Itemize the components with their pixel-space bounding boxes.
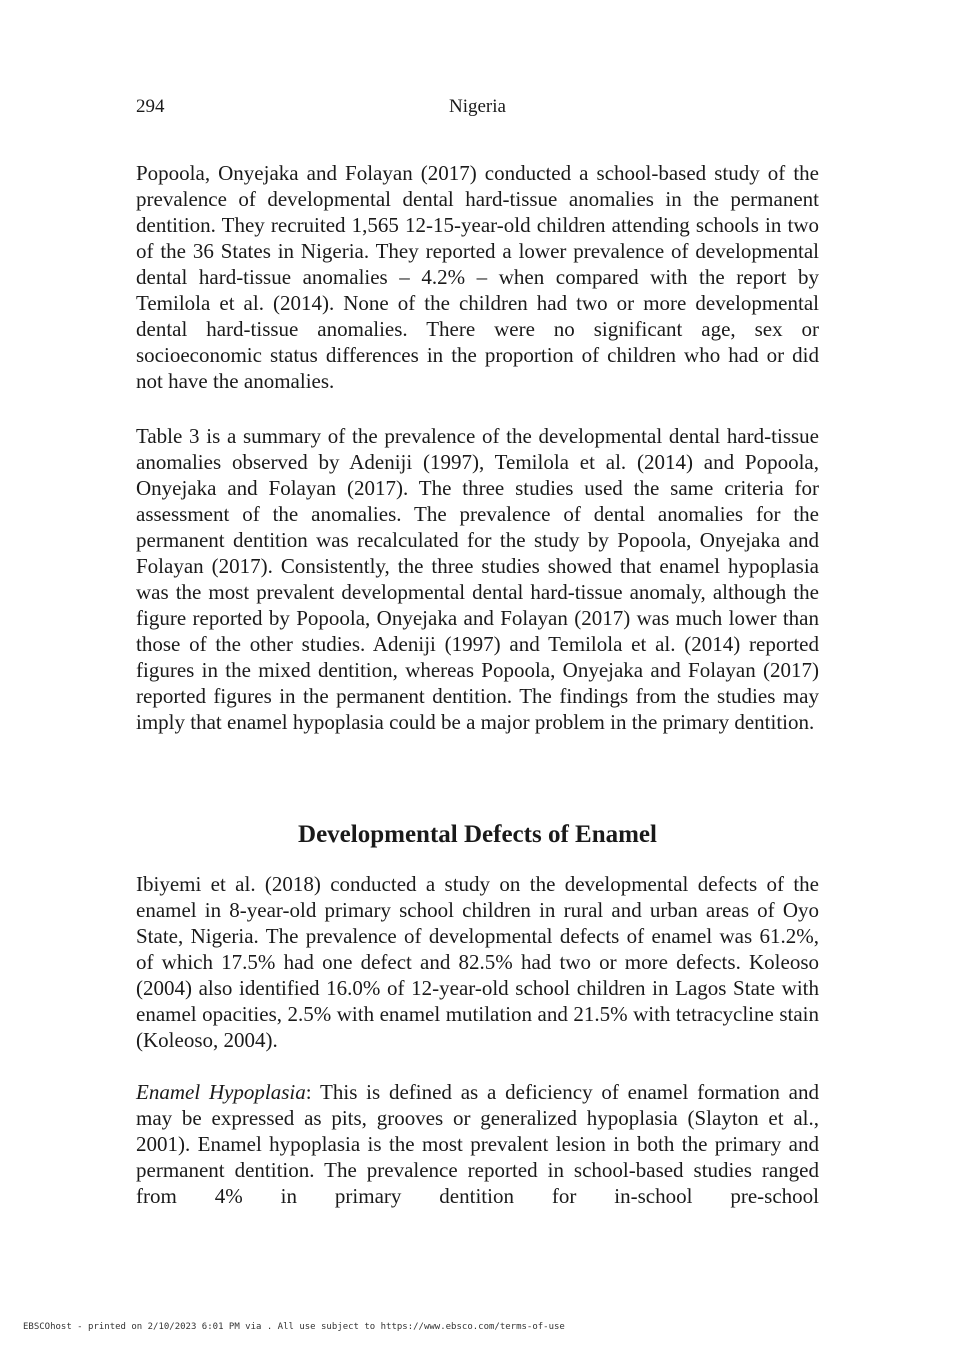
body-paragraph-block: [136, 160, 819, 394]
paragraph: Popoola, Onyejaka and Folayan (2017) conducted a school-based study of the prevalence of developmental dental hard-tissue anomalies in the permanent dentition. They recruited 1,565 12-15-year-old children attending schools in two of the 36 States in Nigeria. They reported a lower prevalence of developmental dental hard-tissue anomalies – 4.2% – when compared with the report by Temilola et al. (2014). None of the children had two or more developmental dental hard-tissue anomalies. There were no significant age, sex or socioeconomic status differences in the proportion of children who had or did not have the anomalies.: [136, 161, 819, 393]
paragraph: Ibiyemi et al. (2018) conducted a study on the developmental defects of the enamel in 8-year-old primary school children in rural and urban areas of Oyo State, Nigeria. The prevalence of developmental defects of enamel was 61.2%, of which 17.5% had one defect and 82.5% had two or more defects. Koleoso (2004) also identified 16.0% of 12-year-old school children in Lagos State with enamel opacities, 2.5% with enamel mutilation and 21.5% with tetracycline stain (Koleoso, 2004).: [136, 872, 819, 1052]
body-paragraph-block: [136, 1079, 819, 1209]
running-title: Nigeria: [449, 96, 506, 117]
paragraph: Table 3 is a summary of the prevalence of the developmental dental hard-tissue anomalies observed by Adeniji (1997), Temilola et al. (2014) and Popoola, Onyejaka and Folayan (2017). The three studies used the same criteria for assessment of the anomalies. The prevalence of dental anomalies for the permanent dentition was recalculated for the study by Popoola, Onyejaka and Folayan (2017). Consistently, the three studies showed that enamel hypoplasia was the most prevalent developmental dental hard-tissue anomaly, although the figure reported by Popoola, Onyejaka and Folayan (2017) was much lower than those of the other studies. Adeniji (1997) and Temilola et al. (2014) reported figures in the mixed dentition, whereas Popoola, Onyejaka and Folayan (2017) reported figures in the permanent dentition. The findings from the studies may imply that enamel hypoplasia could be a major problem in the primary dentition.: [136, 424, 819, 734]
paragraph-text: : This is defined as a deficiency of enamel formation and may be expressed as pits, grooves or generalized hypoplasia (Slayton et al., 2001). Enamel hypoplasia is the most prevalent lesion in both the primary and permanent dentition. The prevalence reported in school-based studies ranged from 4% in primary dentition for in-school pre-school: [136, 1080, 820, 1208]
page-header: [136, 96, 819, 122]
paragraph: [136, 1079, 819, 1209]
print-footer: EBSCOhost - printed on 2/10/2023 6:01 PM via . All use subject to https://www.ebsco.com/terms-of-use: [23, 1322, 565, 1332]
page-number: 294: [136, 96, 165, 117]
body-paragraph-block: [136, 871, 819, 1053]
body-paragraph-block: [136, 423, 819, 735]
defined-term: Enamel Hypoplasia: [136, 1080, 306, 1104]
section-heading: Developmental Defects of Enamel: [298, 821, 657, 848]
